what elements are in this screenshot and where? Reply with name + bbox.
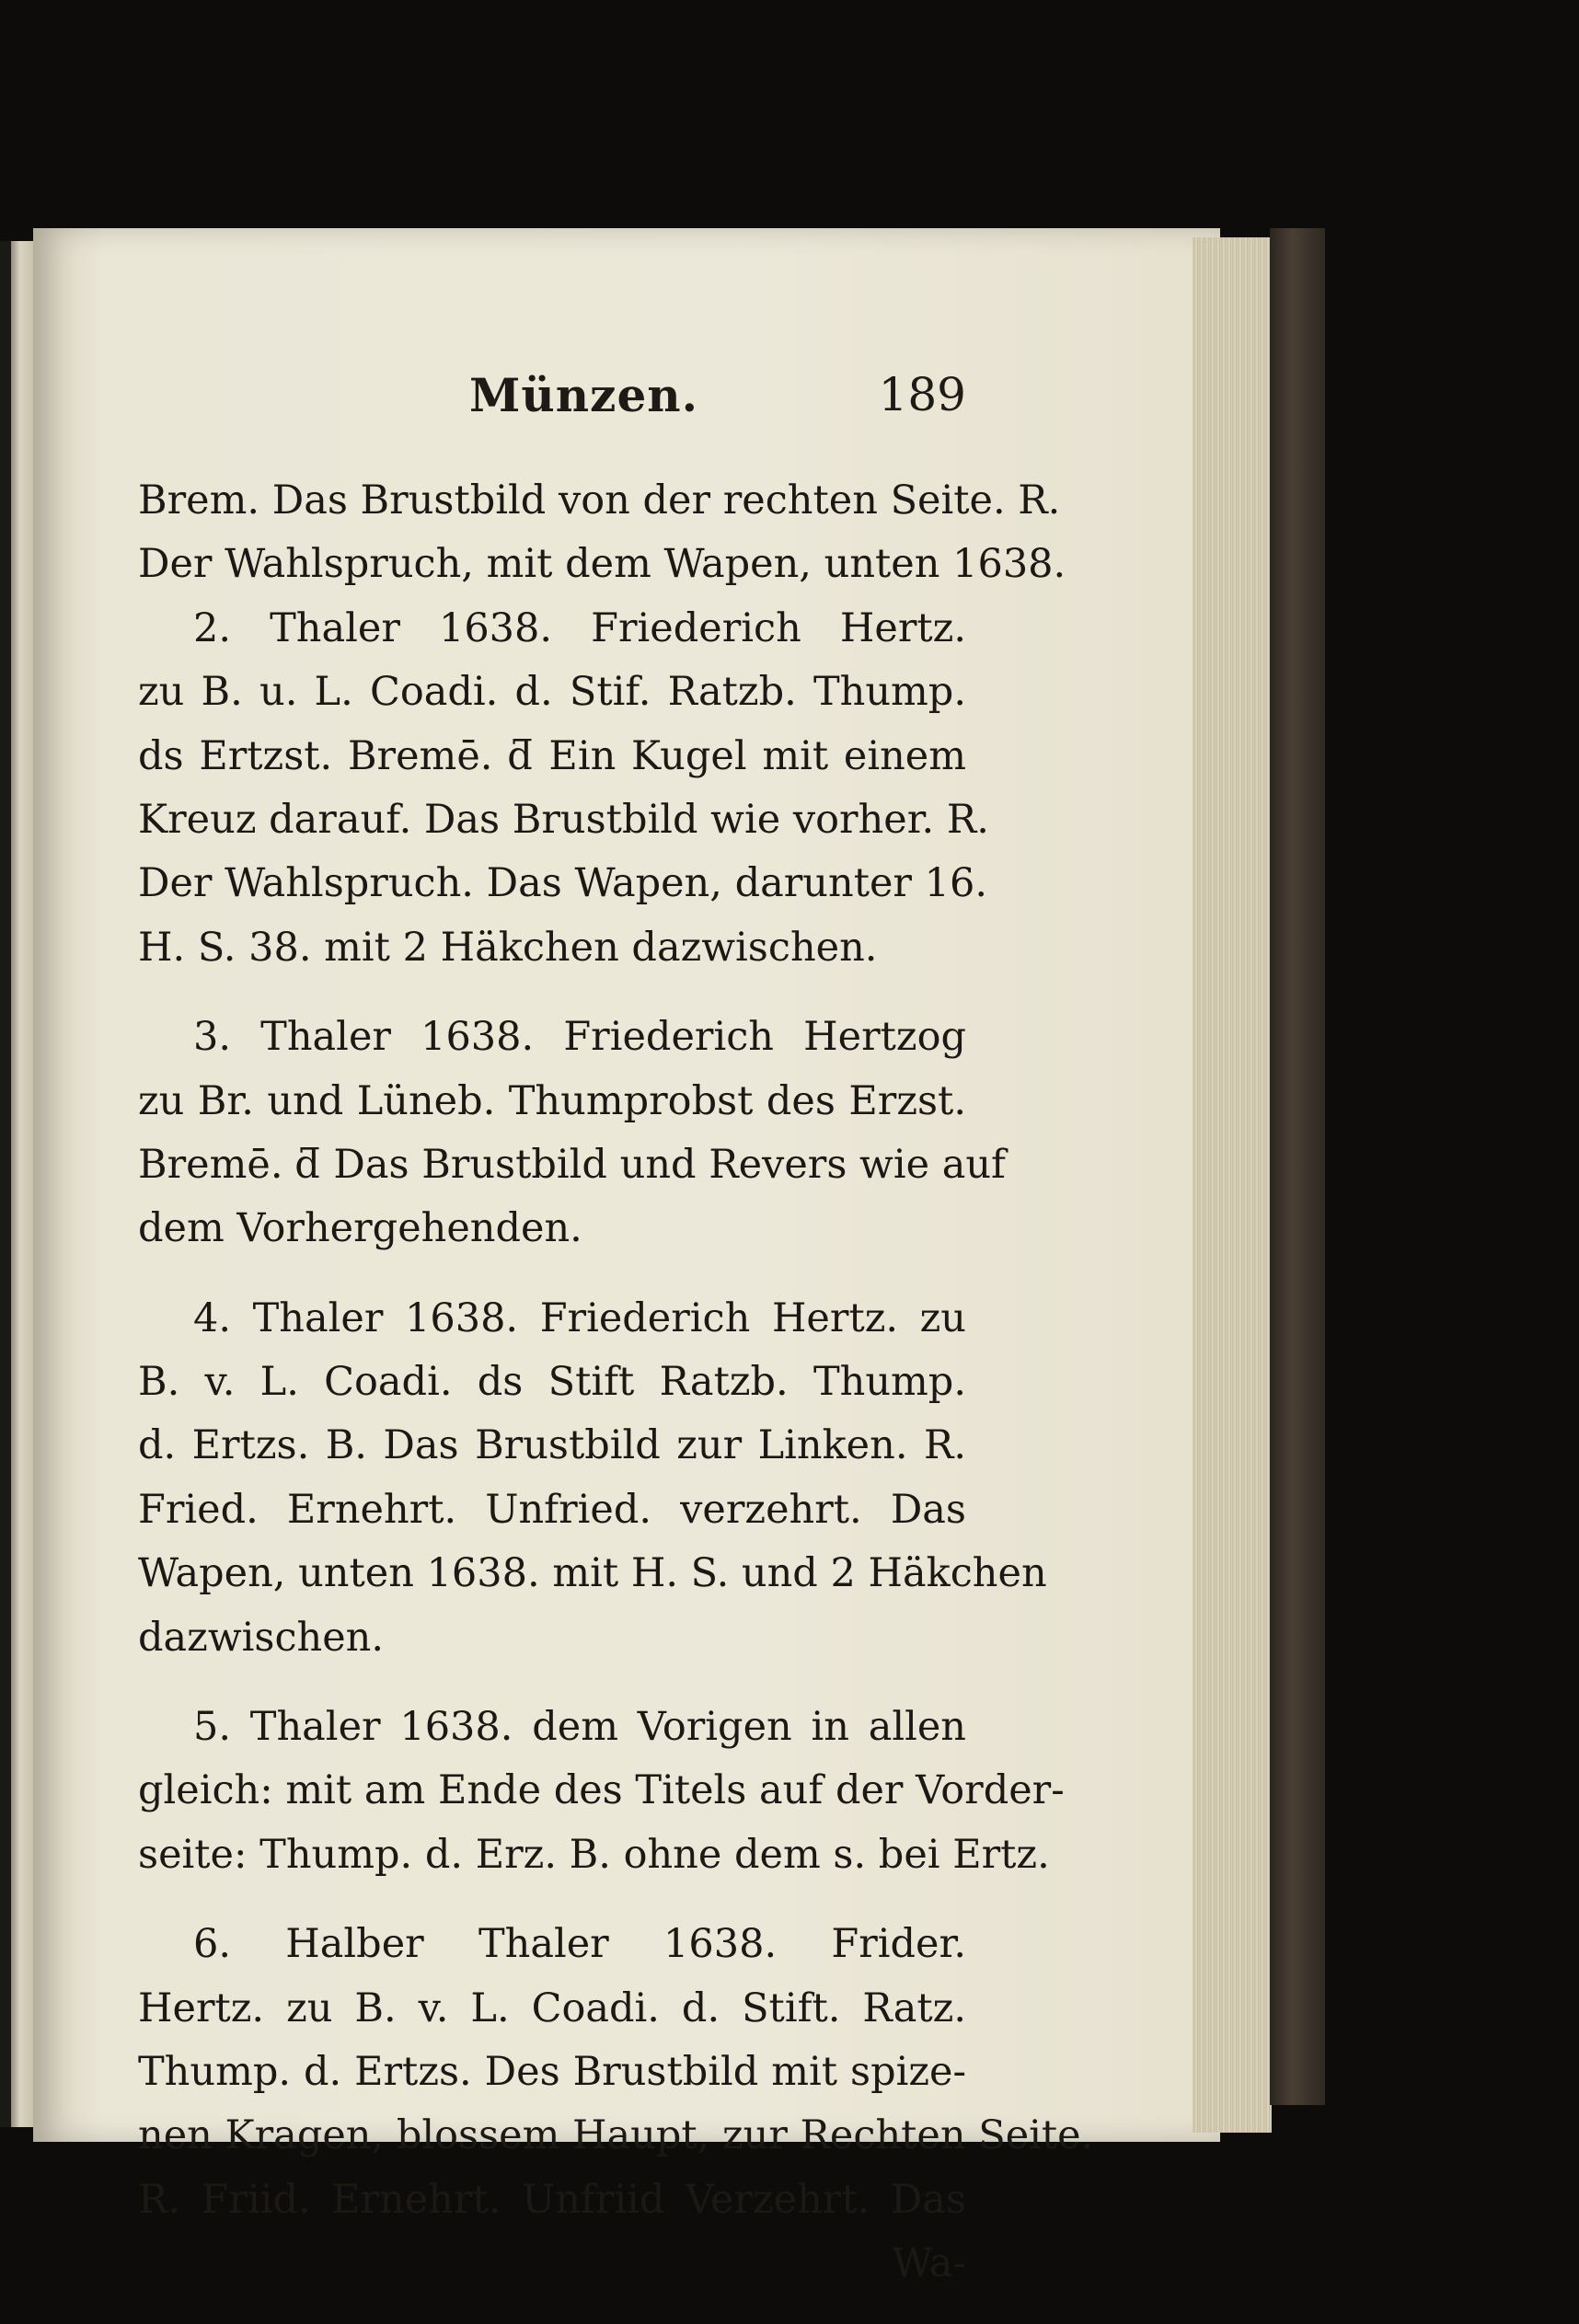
text-line: Thump. d. Ertzs. Des Brustbild mit spize- bbox=[138, 2048, 966, 2095]
text-line: B. v. L. Coadi. ds Stift Ratzb. Thump. bbox=[138, 1359, 966, 1406]
text-line: Kreuz darauf. Das Brustbild wie vorher. R. bbox=[138, 796, 989, 843]
paragraph-gap bbox=[138, 1887, 966, 1913]
page-number: 189 bbox=[878, 368, 966, 421]
paragraph-5 bbox=[138, 1696, 1065, 1887]
text-line: H. S. 38. mit 2 Häkchen dazwischen. bbox=[138, 924, 878, 971]
text-line: d. Ertzs. B. Das Brustbild zur Linken. R. bbox=[138, 1422, 966, 1469]
paragraph-2 bbox=[138, 597, 989, 980]
text-line: zu B. u. L. Coadi. d. Stif. Ratzb. Thump. bbox=[138, 669, 966, 716]
paragraph-gap bbox=[138, 980, 966, 1006]
text-line: 2. Thaler 1638. Friederich Hertz. bbox=[193, 604, 966, 651]
text-line: dazwischen. bbox=[138, 1614, 385, 1661]
text-line: Bremē. ƌ Das Brustbild und Revers wie auf bbox=[138, 1141, 1006, 1188]
paragraph-1 bbox=[138, 469, 1066, 597]
paragraph-gap bbox=[138, 1261, 966, 1287]
text-line: Der Wahlspruch. Das Wapen, darunter 16. bbox=[138, 860, 988, 907]
page-body bbox=[138, 469, 1094, 2296]
text-line: Fried. Ernehrt. Unfried. verzehrt. Das bbox=[138, 1486, 966, 1533]
paragraph-6 bbox=[138, 1913, 1094, 2232]
page-header bbox=[138, 368, 966, 451]
text-line: gleich: mit am Ende des Titels auf der Vorder- bbox=[138, 1767, 1065, 1814]
text-line: ds Ertzst. Bremē. ƌ Ein Kugel mit einem bbox=[138, 732, 966, 779]
text-line: Der Wahlspruch, mit dem Wapen, unten 1638. bbox=[138, 541, 1066, 588]
text-line: 5. Thaler 1638. dem Vorigen in allen bbox=[193, 1704, 966, 1751]
book-cover-edge bbox=[1270, 228, 1325, 2105]
text-line: nen Kragen, blossem Haupt, zur Rechten Seite. bbox=[138, 2112, 1094, 2159]
text-line: 4. Thaler 1638. Friederich Hertz. zu bbox=[193, 1294, 966, 1341]
paragraph-4 bbox=[138, 1287, 1047, 1670]
text-line: seite: Thump. d. Erz. B. ohne dem s. bei Ertz. bbox=[138, 1831, 1050, 1878]
catchword: Wa- bbox=[892, 2240, 966, 2287]
text-line: Wapen, unten 1638. mit H. S. und 2 Häkchen bbox=[138, 1550, 1047, 1597]
text-line: 6. Halber Thaler 1638. Frider. bbox=[193, 1921, 966, 1968]
text-line: zu Br. und Lüneb. Thumprobst des Erzst. bbox=[138, 1077, 966, 1124]
running-title: Münzen. bbox=[469, 368, 699, 422]
paragraph-gap bbox=[138, 1670, 966, 1696]
text-line: dem Vorhergehenden. bbox=[138, 1205, 582, 1252]
text-line: Hertz. zu B. v. L. Coadi. d. Stift. Ratz. bbox=[138, 1985, 966, 2031]
text-line: 3. Thaler 1638. Friederich Hertzog bbox=[193, 1014, 966, 1061]
paragraph-3 bbox=[138, 1006, 1006, 1261]
text-line: R. Friid. Ernehrt. Unfriid Verzehrt. Das bbox=[138, 2176, 966, 2223]
text-line: Brem. Das Brustbild von der rechten Seite. R. bbox=[138, 477, 1061, 523]
page-fore-edge bbox=[1193, 237, 1272, 2133]
book-gutter-shadow bbox=[0, 241, 11, 2127]
